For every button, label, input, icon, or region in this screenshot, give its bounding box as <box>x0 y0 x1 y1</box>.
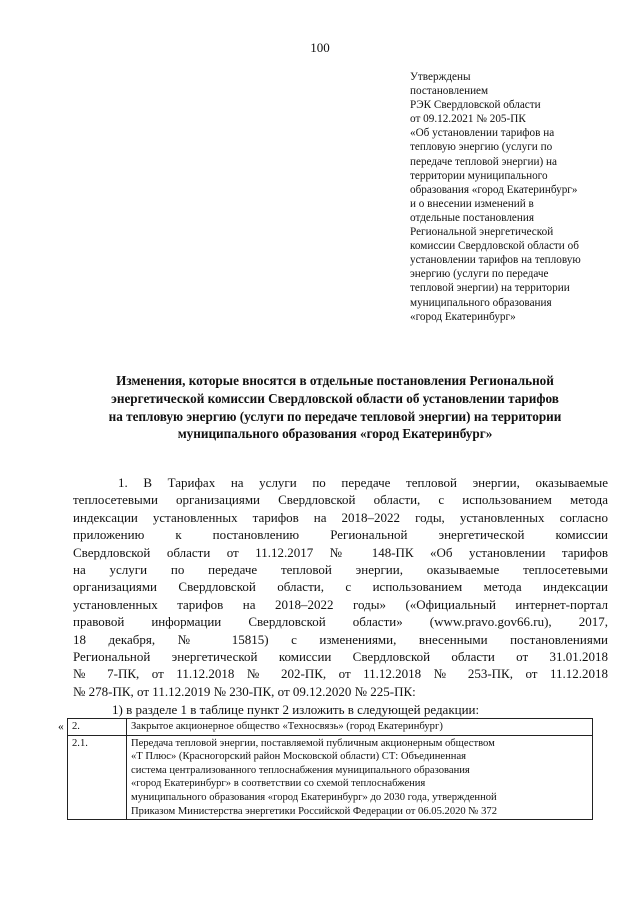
description-line: Закрытое акционерное общество «Техносвязь» (город Екатеринбург) <box>131 721 443 732</box>
description-line: «город Екатеринбург» в соответствии со схемой теплоснабжения <box>131 778 426 790</box>
approval-line: образования «город Екатеринбург» <box>410 183 578 196</box>
approval-line: отдельные постановления <box>410 211 534 224</box>
body-line: теплосетевыми организациями Свердловской области, с использованием метода <box>73 492 608 508</box>
approval-line: территории муниципального <box>410 169 548 182</box>
body-line: установленных тарифов на 2018–2022 годы» («Официальный интернет-портал <box>73 596 608 612</box>
approval-line: «город Екатеринбург» <box>410 310 516 323</box>
title-line: муниципального образования «город Екатеринбург» <box>177 426 493 442</box>
approval-line: Утверждены <box>410 71 471 83</box>
subpoint-intro: 1) в разделе 1 в таблице пункт 2 изложить в следующей редакции: <box>112 702 480 717</box>
description-line: Приказом Министерства энергетики Российской Федерации от 06.05.2020 № 372 <box>131 805 498 817</box>
approval-line: Региональной энергетической <box>410 226 554 239</box>
body-line: правовой информации Свердловской области» (www.pravo.gov66.ru), 2017, <box>73 614 608 630</box>
body-line: приложению к постановлению Региональной энергетической комиссии <box>73 527 608 543</box>
body-paragraph <box>73 474 608 700</box>
approval-line: от 09.12.2021 № 205-ПК <box>410 113 526 126</box>
approval-line: муниципального образования <box>410 296 552 309</box>
approval-line: тепловой энергии) на территории <box>410 282 570 295</box>
approval-line: установлении тарифов на тепловую <box>410 254 581 267</box>
approval-line: энергию (услуги по передаче <box>410 268 549 281</box>
body-line: 1. В Тарифах на услуги по передаче тепловой энергии, оказываемые <box>118 475 608 490</box>
body-line: № 7-ПК, от 11.12.2018 № 202-ПК, от 11.12.2018 № 253-ПК, от 11.12.2018 <box>73 666 608 682</box>
approval-line: «Об установлении тарифов на <box>410 127 555 140</box>
description-line: «Т Плюс» (Красногорский район Московской области) СТ: Объединенная <box>131 751 467 763</box>
document-title <box>70 372 600 443</box>
body-line: Региональной энергетической комиссии Свердловской области от 31.01.2018 <box>73 648 608 664</box>
open-quote-mark: « <box>58 721 64 733</box>
row-number: 2. <box>68 719 127 736</box>
row-description <box>127 735 593 820</box>
title-line: энергетической комиссии Свердловской области об установлении тарифов <box>111 390 559 406</box>
approval-line: и о внесении изменений в <box>410 197 534 210</box>
description-line: Передача тепловой энергии, поставляемой публичным акционерным обществом <box>131 737 495 749</box>
table-row <box>68 735 593 820</box>
body-line: № 278-ПК, от 11.12.2019 № 230-ПК, от 09.12.2020 № 225-ПК: <box>73 683 416 699</box>
description-line: муниципального образования «город Екатеринбург» до 2030 года, утвержденной <box>131 791 497 803</box>
body-line: 18 декабря, № 15815) с изменениями, внесенными постановлениями <box>73 631 608 647</box>
body-line: на услуги по передаче тепловой энергии, оказываемые теплосетевыми <box>73 561 608 577</box>
body-line: организациями Свердловской области, с использованием метода индексации <box>73 579 608 595</box>
title-line: на тепловую энергию (услуги по передаче тепловой энергии) на территории <box>108 408 562 424</box>
description-line: система централизованного теплоснабжения муниципального образования <box>131 764 470 776</box>
approval-line: передаче тепловой энергии) на <box>410 155 557 168</box>
body-line: индексации установленных тарифов на 2018–2022 годы, установленных согласно <box>73 509 608 525</box>
title-line: Изменения, которые вносятся в отдельные постановления Региональной <box>116 373 554 388</box>
approval-block <box>410 70 615 324</box>
tariff-table <box>67 718 593 820</box>
row-number: 2.1. <box>68 735 127 820</box>
table-row <box>68 719 593 736</box>
approval-line: комиссии Свердловской области об <box>410 240 579 253</box>
page-number: 100 <box>310 40 330 55</box>
approval-line: РЭК Свердловской области <box>410 99 541 112</box>
body-line: Свердловской области от 11.12.2017 № 148-ПК «Об установлении тарифов <box>73 544 608 560</box>
approval-line: постановлением <box>410 85 489 98</box>
row-description <box>127 719 593 736</box>
approval-line: тепловую энергию (услуги по <box>410 141 553 154</box>
